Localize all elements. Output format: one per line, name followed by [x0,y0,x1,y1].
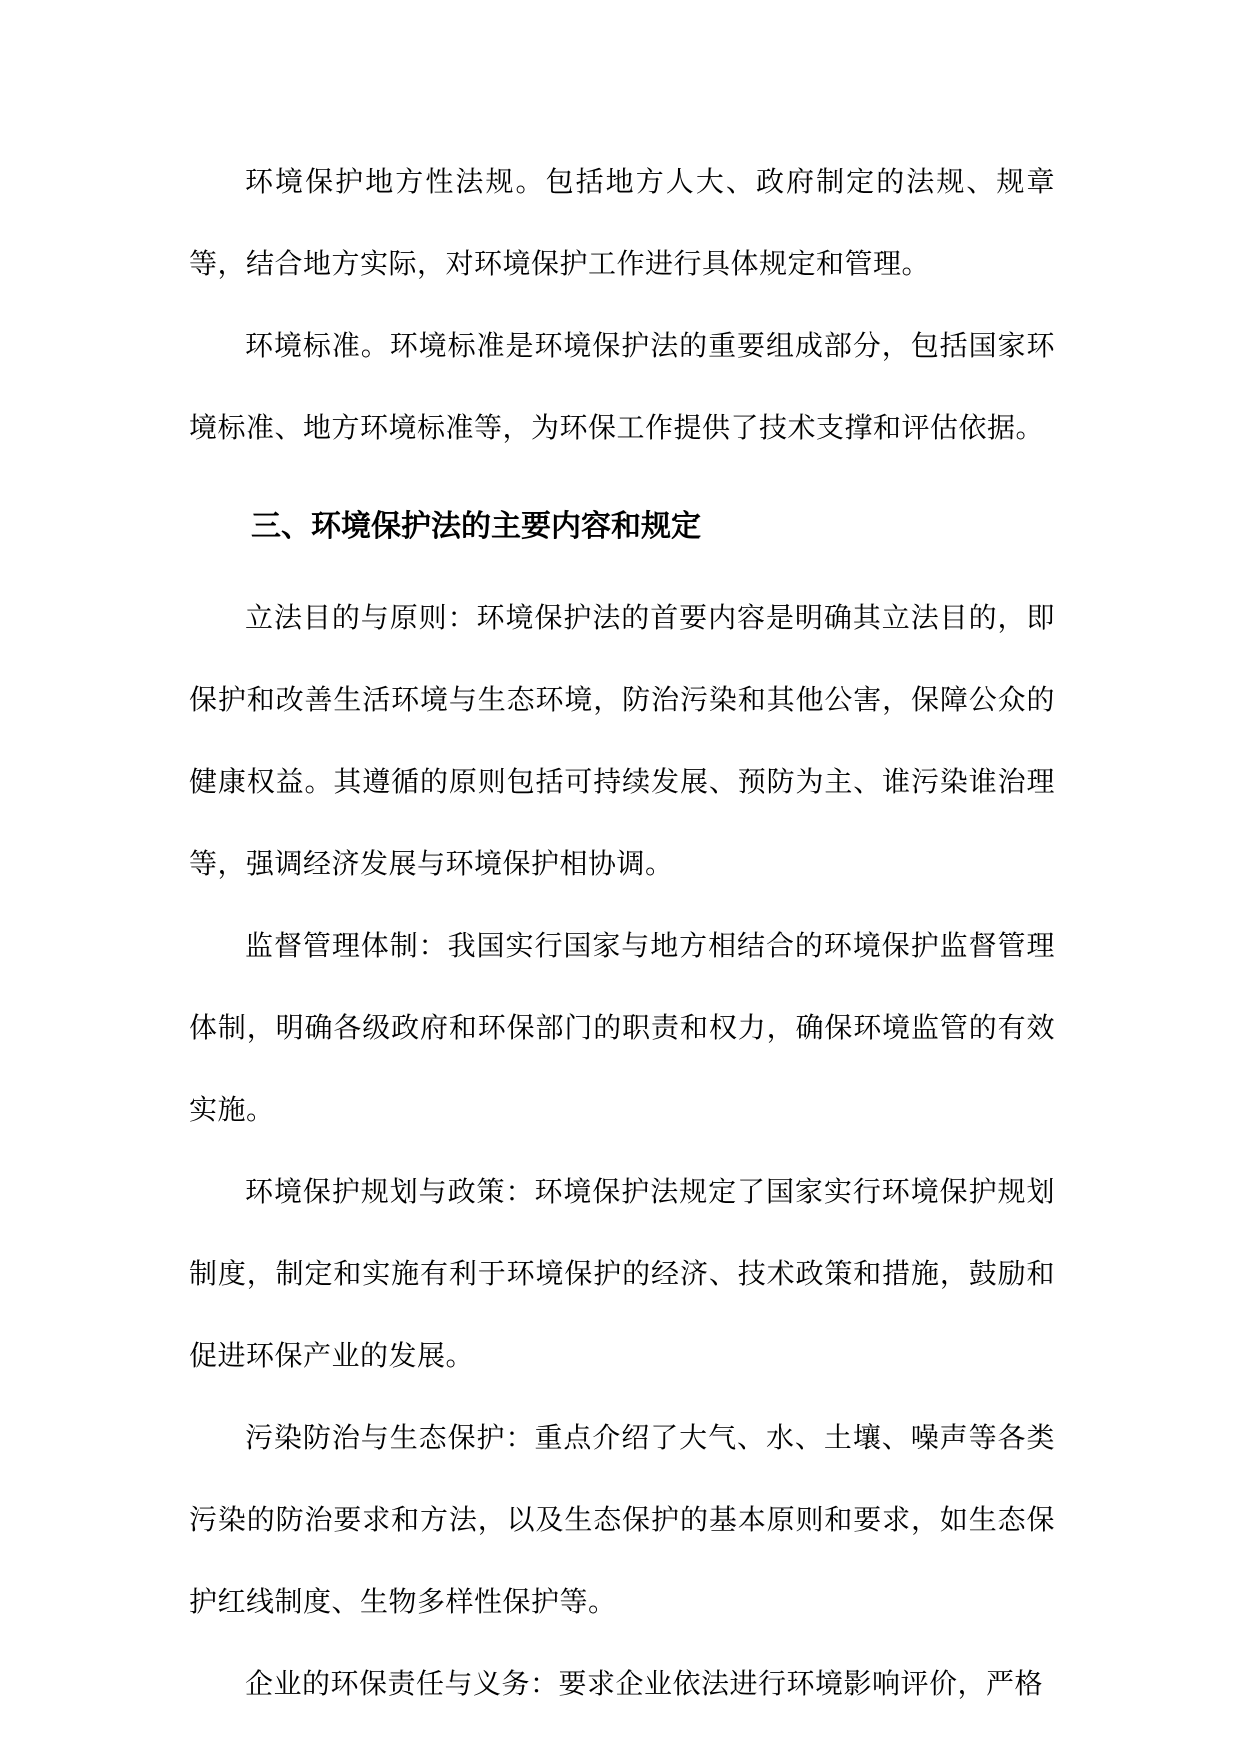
document-body [189,141,1055,1725]
paragraph-environmental-standards: 环境标准。环境标准是环境保护法的重要组成部分，包括国家环境标准、地方环境标准等，为环保工作提供了技术支撑和评估依据。 [189,329,1055,444]
paragraph-planning-policy: 环境保护规划与政策：环境保护法规定了国家实行环境保护规划制度，制定和实施有利于环境保护的经济、技术政策和措施，鼓励和促进环保产业的发展。 [189,1175,1055,1372]
paragraph-supervision-system: 监督管理体制：我国实行国家与地方相结合的环境保护监督管理体制，明确各级政府和环保部门的职责和权力，确保环境监管的有效实施。 [189,929,1055,1126]
paragraph-enterprise-responsibility: 企业的环保责任与义务：要求企业依法进行环境影响评价，严格 [245,1667,1044,1700]
paragraph-local-regulations: 环境保护地方性法规。包括地方人大、政府制定的法规、规章等，结合地方实际，对环境保护工作进行具体规定和管理。 [189,165,1055,280]
paragraph-pollution-prevention: 污染防治与生态保护：重点介绍了大气、水、土壤、噪声等各类污染的防治要求和方法，以及生态保护的基本原则和要求，如生态保护红线制度、生物多样性保护等。 [189,1421,1055,1618]
paragraph-legislative-purpose: 立法目的与原则：环境保护法的首要内容是明确其立法目的，即保护和改善生活环境与生态环境，防治污染和其他公害，保障公众的健康权益。其遵循的原则包括可持续发展、预防为主、谁污染谁治理等，强调经济发展与环境保护相协调。 [189,601,1055,880]
section-heading: 三、环境保护法的主要内容和规定 [251,509,701,544]
